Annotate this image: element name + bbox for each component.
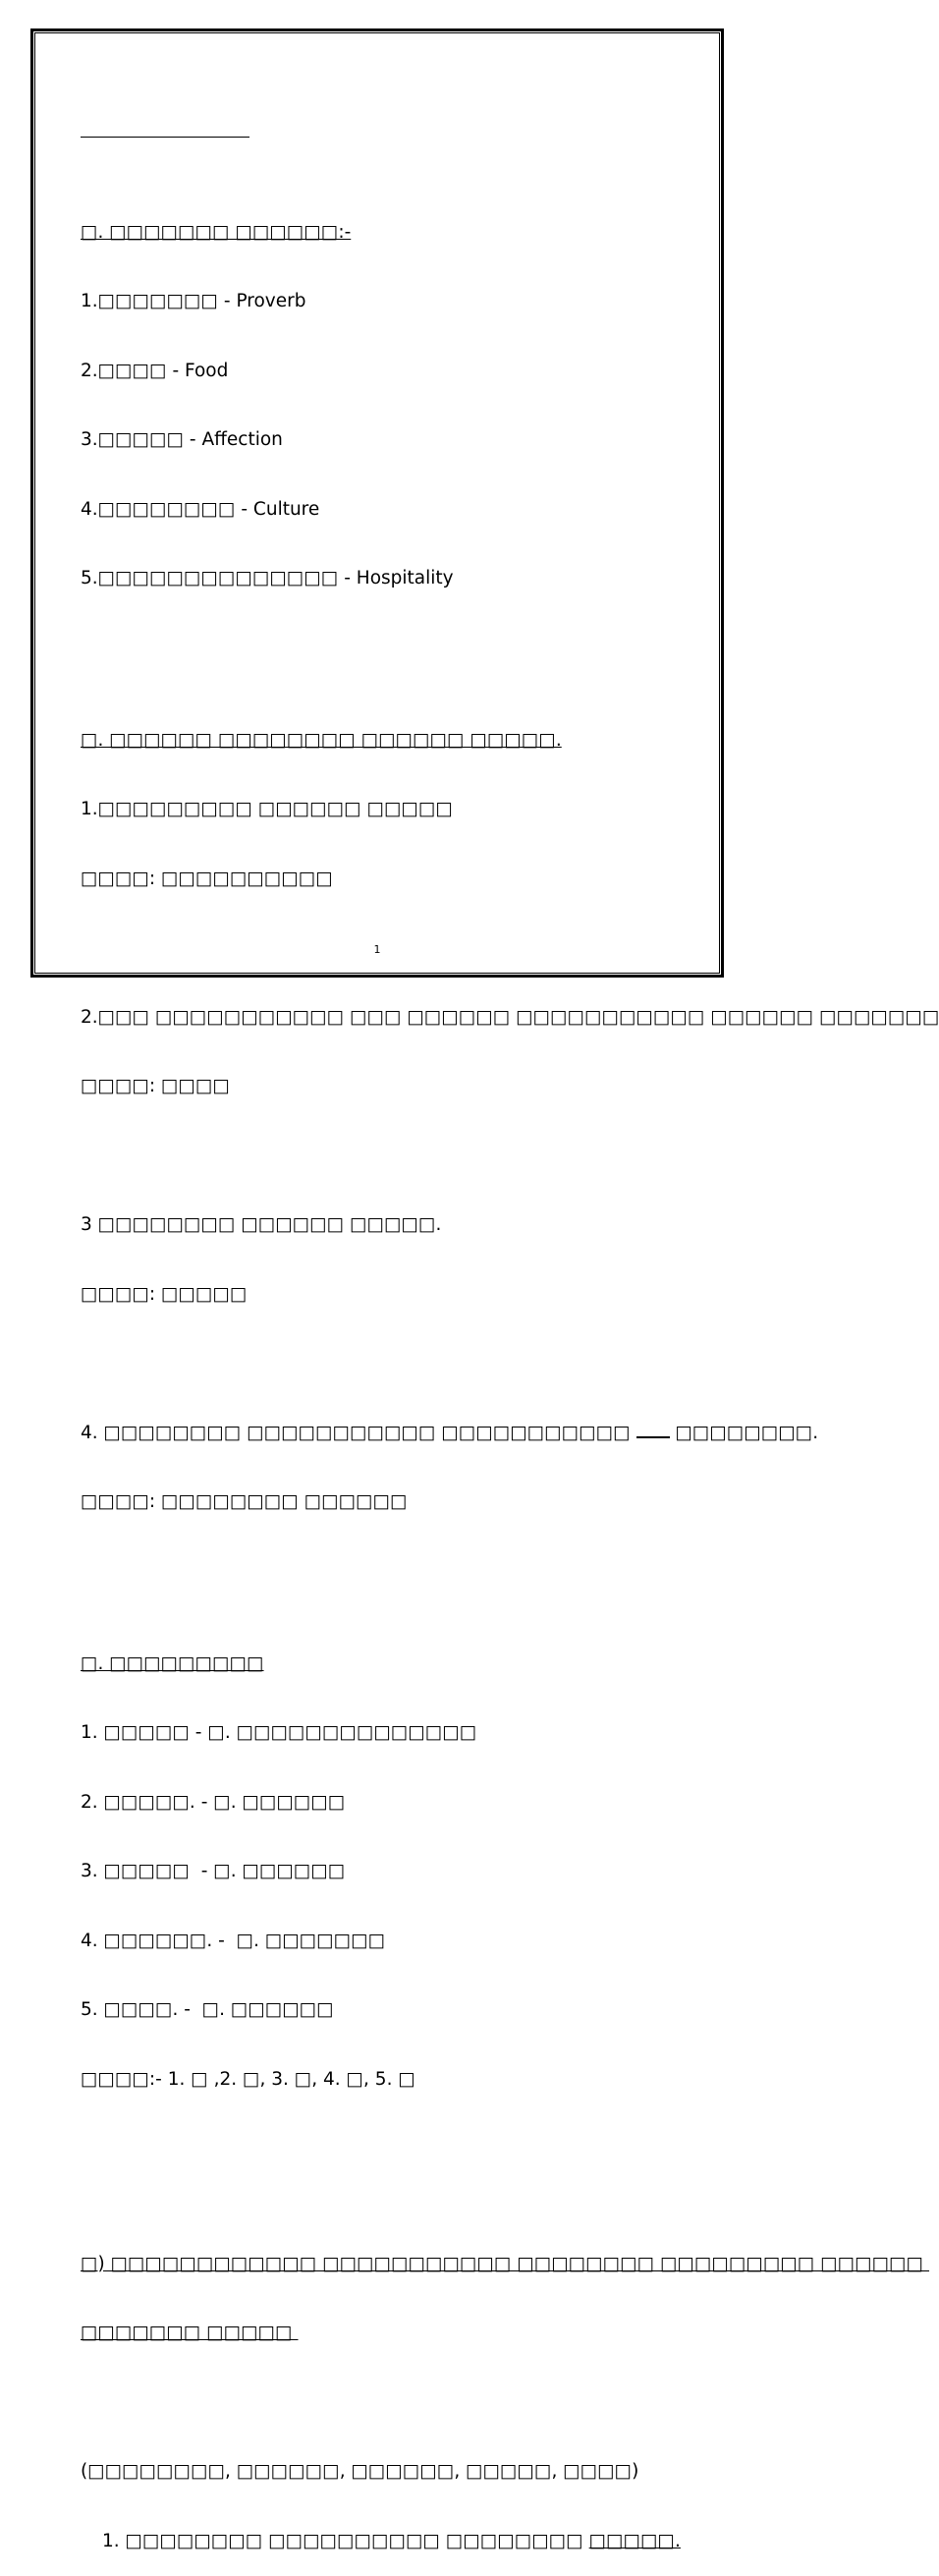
fill-question-1-text: 1. □□□□□□□□ □□□□□□□□□□ □□□□□□□□ — [102, 2530, 589, 2551]
section-b-heading: □. □□□□□□ □□□□□□□□ □□□□□□ □□□□□. — [81, 729, 562, 751]
section-c-heading: □. □□□□□□□□□ — [81, 1652, 264, 1674]
question-3: 3 □□□□□□□□ □□□□□□ □□□□□. — [81, 1214, 442, 1235]
match-item-1: 1. □□□□□ - □. □□□□□□□□□□□□□□ — [81, 1722, 477, 1743]
section-d-heading-line-2: □□□□□□□ □□□□□ — [81, 2323, 299, 2343]
answer-4: □□□□: □□□□□□□□ □□□□□□ — [81, 1491, 408, 1512]
fill-question-1 — [81, 2530, 719, 2553]
word-options: (□□□□□□□□, □□□□□□, □□□□□□, □□□□□, □□□□) — [81, 2461, 639, 2482]
question-4-text-end: □□□□□□□□. — [669, 1422, 819, 1443]
fill-question-1-answer: □□□□□. — [588, 2530, 681, 2551]
document-body — [81, 90, 939, 2576]
vocab-item-1: 1.□□□□□□□ - Proverb — [81, 291, 306, 311]
answer-3: □□□□: □□□□□ — [81, 1283, 248, 1305]
page-number: 1 — [373, 943, 381, 956]
question-4 — [81, 1422, 819, 1445]
vocab-item-4: 4.□□□□□□□□ - Culture — [81, 498, 320, 520]
vocab-item-5: 5.□□□□□□□□□□□□□□ - Hospitality — [81, 568, 454, 588]
section-a-heading: □. □□□□□□□ □□□□□□:- — [81, 221, 352, 243]
vocab-item-3: 3.□□□□□ - Affection — [81, 429, 283, 450]
question-2: 2.□□□ □□□□□□□□□□□ □□□ □□□□□□ □□□□□□□□□□□ □□□□□□ □□□□□□□ — [81, 1006, 939, 1028]
question-1: 1.□□□□□□□□□ □□□□□□ □□□□□ — [81, 799, 453, 819]
answer-2: □□□□: □□□□ — [81, 1076, 230, 1096]
vocab-item-2: 2.□□□□ - Food — [81, 360, 229, 381]
match-item-2: 2. □□□□□. - □. □□□□□□ — [81, 1791, 346, 1813]
match-item-4: 4. □□□□□□. - □. □□□□□□□ — [81, 1930, 386, 1951]
match-answer: □□□□:- 1. □ ,2. □, 3. □, 4. □, 5. □ — [81, 2068, 415, 2090]
top-rule — [81, 137, 249, 138]
match-item-3: 3. □□□□□ - □. □□□□□□ — [81, 1861, 346, 1881]
match-item-5: 5. □□□□. - □. □□□□□□ — [81, 1999, 334, 2020]
section-d-heading-line-1: □) □□□□□□□□□□□□ □□□□□□□□□□□ □□□□□□□□ □□□□□□□□□ □□□□□□ — [81, 2253, 930, 2274]
fill-blank — [636, 1422, 670, 1438]
answer-1: □□□□: □□□□□□□□□□ — [81, 868, 333, 889]
question-4-text-start: 4. □□□□□□□□ □□□□□□□□□□□ □□□□□□□□□□□ — [81, 1422, 636, 1443]
